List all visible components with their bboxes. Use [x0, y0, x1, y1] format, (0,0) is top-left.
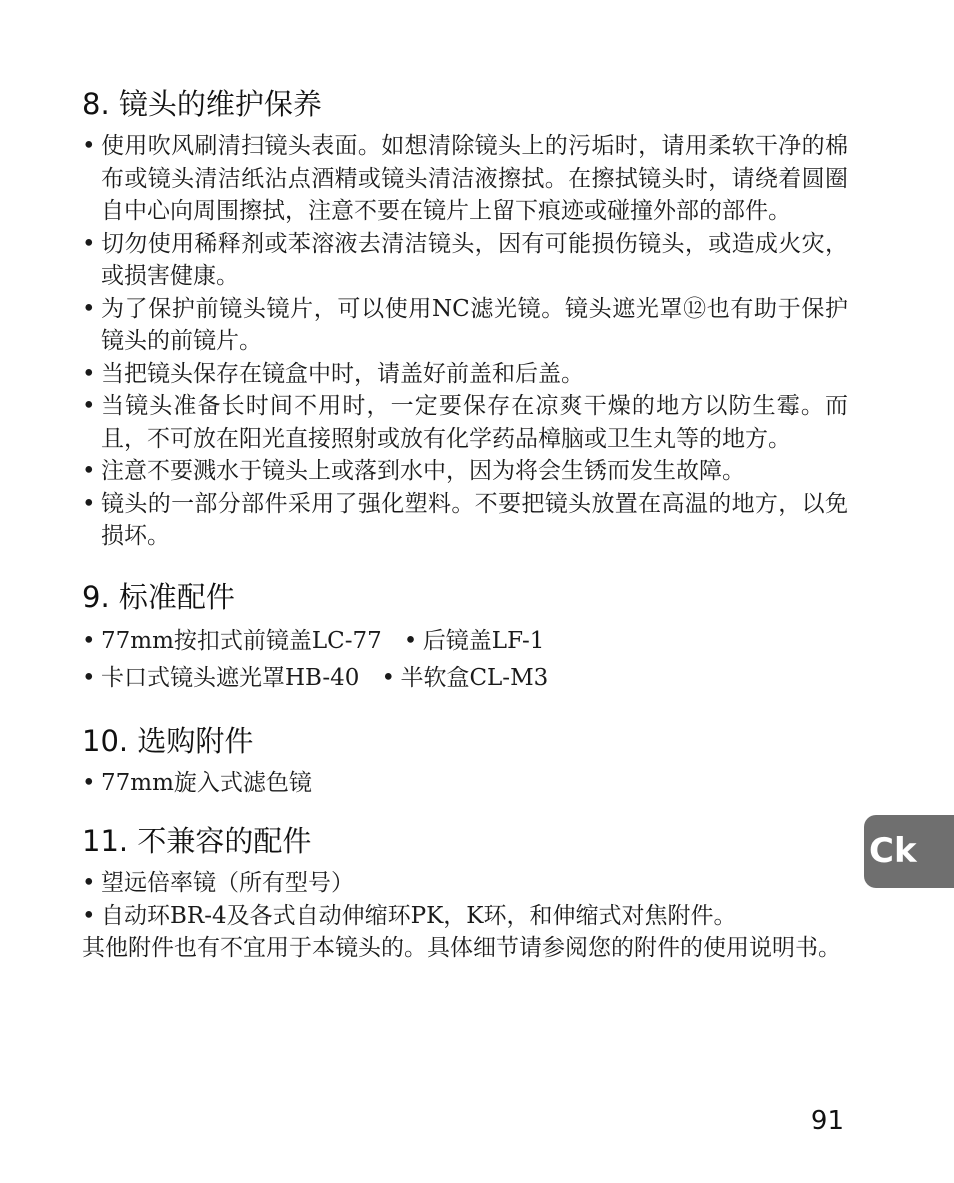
accessory-row	[82, 623, 848, 660]
section-title: 11. 不兼容的配件	[82, 824, 312, 858]
list-item: • 77mm按扣式前镜盖LC-77	[82, 623, 382, 660]
list-item: • 半软盒CL-M3	[381, 660, 548, 697]
section-title: 8. 镜头的维护保养	[82, 87, 322, 121]
section-title: 10. 选购附件	[82, 723, 254, 758]
section-optional-accessories	[82, 721, 848, 800]
list-item: • 切勿使用稀释剂或苯溶液去清洁镜头，因有可能损伤镜头，或造成火灾，或损害健康。	[82, 228, 848, 293]
list-item: • 当把镜头保存在镜盒中时，请盖好前盖和后盖。	[82, 358, 848, 391]
list-item: • 77mm旋入式滤色镜	[82, 767, 848, 800]
maintenance-list	[82, 130, 848, 553]
section-title: 9. 标准配件	[82, 579, 235, 614]
list-item: • 当镜头准备长时间不用时，一定要保存在凉爽干燥的地方以防生霉。而且，不可放在阳光直接照射或放有化学药品樟脑或卫生丸等的地方。	[82, 390, 848, 455]
page-content	[82, 84, 848, 965]
list-item: • 注意不要溅水于镜头上或落到水中，因为将会生锈而发生故障。	[82, 455, 848, 488]
language-tab: Ck	[864, 815, 954, 888]
list-item: • 为了保护前镜头镜片，可以使用NC滤光镜。镜头遮光罩⑫也有助于保护镜头的前镜片。	[82, 293, 848, 358]
list-item: • 望远倍率镜（所有型号）	[82, 867, 848, 900]
accessory-row	[82, 660, 848, 697]
note-text: 其他附件也有不宜用于本镜头的。具体细节请参阅您的附件的使用说明书。	[82, 935, 841, 961]
list-item: • 后镜盖LF-1	[404, 623, 545, 660]
list-item: • 卡口式镜头遮光罩HB-40	[82, 660, 359, 697]
list-item: • 镜头的一部分部件采用了强化塑料。不要把镜头放置在高温的地方，以免损坏。	[82, 488, 848, 553]
section-lens-maintenance	[82, 84, 848, 553]
optional-list	[82, 767, 848, 800]
list-item: • 自动环BR-4及各式自动伸缩环PK，K环，和伸缩式对焦附件。	[82, 900, 848, 933]
page-number: 91	[810, 1106, 844, 1136]
list-item: • 使用吹风刷清扫镜头表面。如想清除镜头上的污垢时，请用柔软干净的棉布或镜头清洁纸沾点酒精或镜头清洁液擦拭。在擦拭镜头时，请绕着圆圈自中心向周围擦拭，注意不要在镜片上留下痕迹或碰撞外部的部件。	[82, 130, 848, 228]
incompatible-list	[82, 867, 848, 932]
section-standard-accessories	[82, 577, 848, 697]
section-incompatible-accessories	[82, 821, 848, 965]
